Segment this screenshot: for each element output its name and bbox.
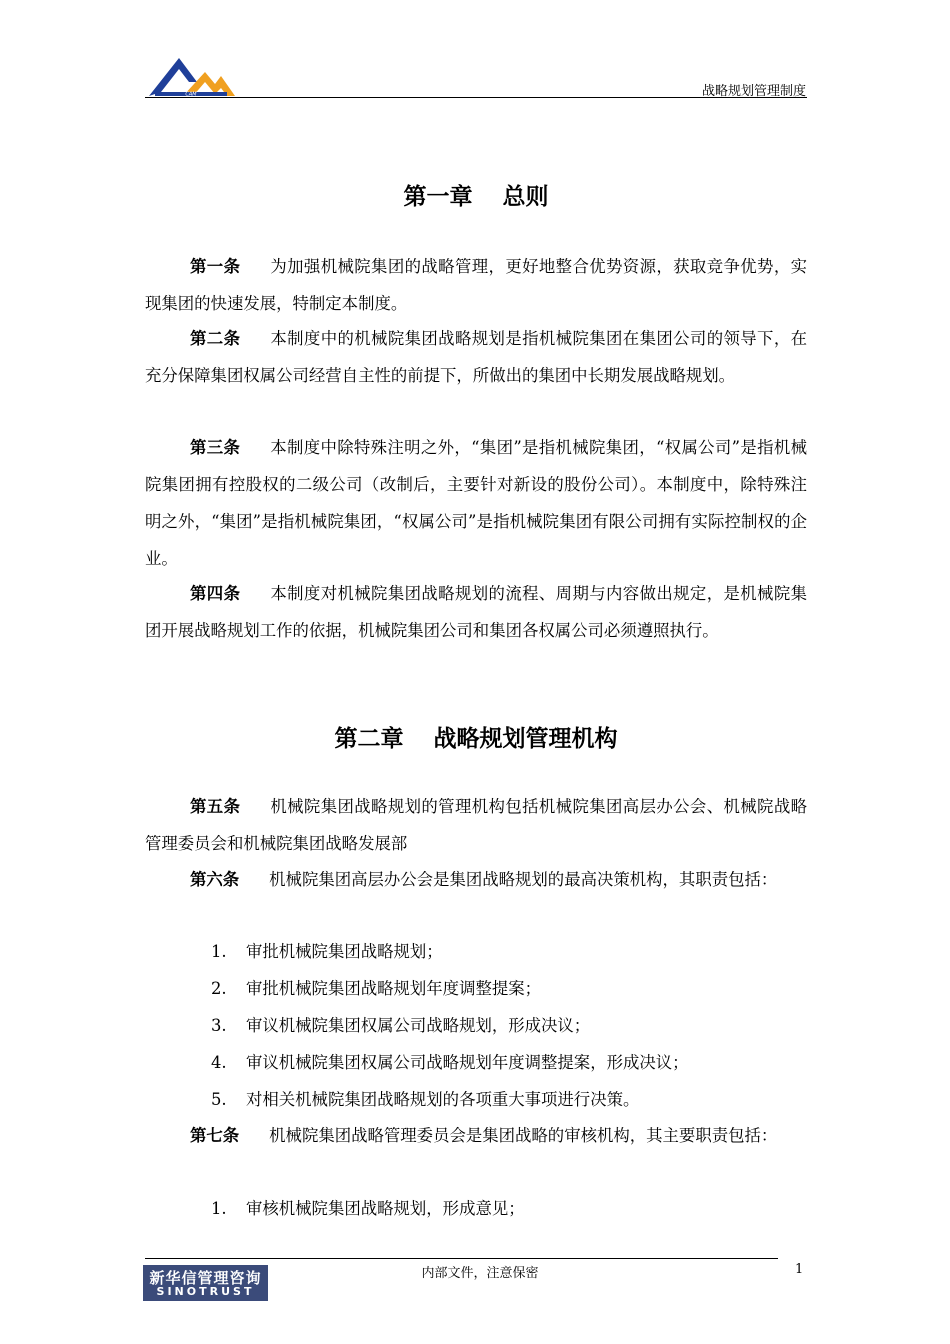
consultancy-logo: [143, 1265, 268, 1301]
consultancy-logo-cn: 新华信管理咨询: [149, 1269, 262, 1287]
list-number: 4.: [211, 1053, 227, 1072]
list-number: 2.: [211, 979, 227, 998]
list-text: 对相关机械院集团战略规划的各项重大事项进行决策。: [246, 1090, 640, 1109]
list-item: [211, 933, 443, 970]
article-label: 第七条: [190, 1126, 240, 1145]
list-text: 审议机械院集团权属公司战略规划，形成决议；: [246, 1016, 591, 1035]
list-number: 3.: [211, 1016, 227, 1035]
article: [145, 248, 807, 322]
chapter-title: 战略规划管理机构: [433, 726, 618, 752]
article-text: 机械院集团高层办公会是集团战略规划的最高决策机构，其职责包括：: [269, 870, 778, 889]
article: [145, 1117, 807, 1154]
list-item: [211, 970, 541, 1007]
confidential-note: 内部文件，注意保密: [421, 1266, 539, 1281]
article: [145, 320, 807, 394]
header-title: 战略规划管理制度: [701, 84, 806, 99]
list-number: 5.: [211, 1090, 227, 1109]
article-text: 本制度中除特殊注明之外，“集团”是指机械院集团，“权属公司”是指机械院集团拥有控股权的二级公司（改制后，主要针对新设的股份公司）。本制度中，除特殊注明之外，“集团”是指机械院集团，“权属公司”是指机械院集团有限公司拥有实际控制权的企业。: [145, 438, 807, 568]
consultancy-logo-en: SINOTRUST: [156, 1285, 255, 1298]
list-item: [211, 1007, 590, 1044]
list-item: [211, 1081, 639, 1118]
chapter-number: 第一章: [403, 184, 473, 210]
company-logo: [145, 52, 237, 100]
article: [145, 861, 807, 898]
list-text: 审批机械院集团战略规划年度调整提案；: [246, 979, 542, 998]
list-item: [211, 1044, 689, 1081]
list-number: 1.: [211, 1199, 227, 1218]
header-divider: [145, 97, 807, 98]
list-text: 审批机械院集团战略规划；: [246, 942, 443, 961]
article: [145, 575, 807, 649]
article-label: 第五条: [190, 797, 241, 816]
chapter-number: 第二章: [334, 726, 404, 752]
list-item: [211, 1190, 525, 1227]
logo-text: CAM: [185, 91, 197, 98]
article-label: 第六条: [190, 870, 240, 889]
page-number: 1: [795, 1262, 804, 1277]
article-text: 本制度中的机械院集团战略规划是指机械院集团在集团公司的领导下，在充分保障集团权属公司经营自主性的前提下，所做出的集团中长期发展战略规划。: [145, 329, 808, 385]
chapter-heading: [145, 178, 807, 211]
footer-divider: [145, 1258, 778, 1259]
article-label: 第一条: [190, 257, 241, 276]
article: [145, 429, 807, 577]
list-number: 1.: [211, 942, 227, 961]
article-text: 机械院集团战略管理委员会是集团战略的审核机构，其主要职责包括：: [269, 1126, 778, 1145]
article-label: 第三条: [190, 438, 241, 457]
article-label: 第四条: [190, 584, 241, 603]
chapter-title: 总则: [502, 184, 549, 210]
article-text: 本制度对机械院集团战略规划的流程、周期与内容做出规定，是机械院集团开展战略规划工作的依据，机械院集团公司和集团各权属公司必须遵照执行。: [145, 584, 808, 640]
chapter-heading: [145, 720, 807, 753]
article: [145, 788, 807, 862]
article-text: 为加强机械院集团的战略管理，更好地整合优势资源，获取竞争优势，实现集团的快速发展，特制定本制度。: [145, 257, 808, 313]
list-text: 审议机械院集团权属公司战略规划年度调整提案，形成决议；: [246, 1053, 689, 1072]
list-text: 审核机械院集团战略规划，形成意见；: [246, 1199, 525, 1218]
article-label: 第二条: [190, 329, 241, 348]
article-text: 机械院集团战略规划的管理机构包括机械院集团高层办公会、机械院战略管理委员会和机械院集团战略发展部: [145, 797, 808, 853]
